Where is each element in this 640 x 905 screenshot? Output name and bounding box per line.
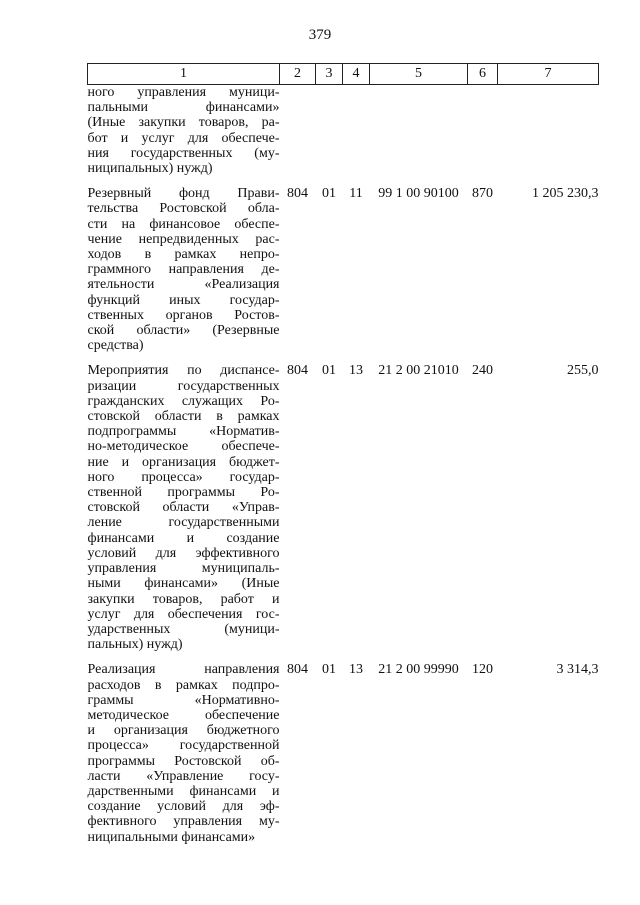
cell-c4: 13 — [349, 662, 363, 678]
description-line: функций иных государ- — [87, 292, 280, 308]
description-line: ниципальными финансами» — [87, 829, 256, 845]
description-line: ударственных (муници- — [87, 621, 280, 637]
cell-c5: 21 2 00 99990 — [378, 662, 459, 678]
page-number: 379 — [308, 27, 332, 43]
description-line: и организация бюджетного — [87, 723, 280, 739]
description-line: фективного управления му- — [87, 814, 280, 830]
column-header: 1 — [88, 64, 280, 85]
cell-c2: 804 — [287, 186, 308, 202]
column-header: 5 — [370, 64, 468, 85]
row-description — [88, 363, 280, 652]
description-line: стовской области «Управ- — [87, 500, 280, 516]
cell-c6: 240 — [472, 363, 493, 379]
cell-c5: 99 1 00 90100 — [378, 186, 459, 202]
description-line: граммного направления де- — [87, 262, 280, 278]
row-spacer — [88, 652, 599, 662]
cell-c6: 870 — [472, 186, 493, 202]
description-line: ласти «Управление госу- — [87, 768, 280, 784]
cell-c4: 13 — [349, 363, 363, 379]
description-line: ния государственных (му- — [87, 145, 280, 161]
column-header: 7 — [498, 64, 599, 85]
description-line: чение непредвиденных рас- — [87, 231, 280, 247]
description-line: ление государственными — [87, 515, 280, 531]
cell-c5: 21 2 00 21010 — [378, 363, 459, 379]
cell-c6: 120 — [472, 662, 493, 678]
description-line: услуг для обеспечения гос- — [87, 606, 280, 622]
table-row — [88, 85, 599, 177]
table-row — [88, 363, 599, 652]
description-line: пальными финансами» — [87, 100, 280, 116]
description-line: стовской области в рамках — [87, 409, 280, 425]
description-line: методическое обеспечение — [87, 707, 280, 723]
description-line: бот и услуг для обеспече- — [87, 130, 280, 146]
description-line: но-методическое обеспече- — [87, 439, 280, 455]
description-line: ской области» (Резервные — [87, 323, 280, 339]
description-line: ние и организация бюджет- — [87, 454, 280, 470]
column-header: 3 — [316, 64, 343, 85]
column-header: 6 — [468, 64, 498, 85]
table-header-row — [88, 64, 599, 85]
cell-c2: 804 — [287, 363, 308, 379]
description-line: Реализация направления — [87, 662, 280, 678]
cell-c6 — [468, 85, 498, 177]
row-description — [88, 186, 280, 353]
description-line: условий для эффективного — [87, 545, 280, 561]
description-line: средства) — [87, 338, 144, 354]
table-row — [88, 662, 599, 844]
description-line: дарственными финансами и — [87, 783, 280, 799]
description-line: создание условий для эф- — [87, 799, 280, 815]
description-line: ственных органов Ростов- — [87, 307, 280, 323]
cell-c7 — [498, 85, 599, 177]
description-line: ного процесса» государ- — [87, 469, 280, 485]
description-line: программы Ростовской об- — [87, 753, 280, 769]
description-line: ниципальных) нужд) — [87, 161, 213, 177]
description-line: ризации государственных — [87, 378, 280, 394]
cell-c7: 255,0 — [567, 363, 599, 379]
cell-c3: 01 — [322, 363, 336, 379]
cell-c2: 804 — [287, 662, 308, 678]
description-line: ятельности «Реализация — [87, 277, 280, 293]
description-line: ными финансами» (Иные — [87, 576, 280, 592]
table-row — [88, 186, 599, 353]
row-description — [88, 85, 280, 177]
cell-c3: 01 — [322, 186, 336, 202]
column-header: 2 — [280, 64, 316, 85]
description-line: расходов в рамках подпро- — [87, 677, 280, 693]
cell-c7: 3 314,3 — [556, 662, 599, 678]
description-line: тельства Ростовской обла- — [87, 201, 280, 217]
description-line: сти на финансовое обеспе- — [87, 216, 280, 232]
description-line: Резервный фонд Прави- — [87, 186, 280, 202]
description-line: подпрограммы «Норматив- — [87, 424, 280, 440]
cell-c5 — [370, 85, 468, 177]
cell-c3: 01 — [322, 662, 336, 678]
description-line: гражданских служащих Ро- — [87, 393, 280, 409]
description-line: Мероприятия по диспансе- — [87, 363, 280, 379]
description-line: ходов в рамках непро- — [87, 247, 280, 263]
cell-c4 — [343, 85, 370, 177]
description-line: ственной программы Ро- — [87, 485, 280, 501]
cell-c4: 11 — [349, 186, 363, 202]
description-line: закупки товаров, работ и — [87, 591, 280, 607]
cell-c2 — [280, 85, 316, 177]
description-line: (Иные закупки товаров, ра- — [87, 115, 280, 131]
row-spacer — [88, 176, 599, 186]
cell-c3 — [316, 85, 343, 177]
row-description — [88, 662, 280, 844]
cell-c7: 1 205 230,3 — [532, 186, 599, 202]
description-line: пальных) нужд) — [87, 637, 183, 653]
column-header: 4 — [343, 64, 370, 85]
description-line: ного управления муници- — [87, 85, 280, 100]
description-line: процесса» государственной — [87, 738, 280, 754]
description-line: финансами и создание — [87, 530, 280, 546]
row-spacer — [88, 353, 599, 363]
budget-table — [87, 63, 599, 845]
description-line: управления муниципаль- — [87, 561, 280, 577]
description-line: граммы «Нормативно- — [87, 692, 280, 708]
